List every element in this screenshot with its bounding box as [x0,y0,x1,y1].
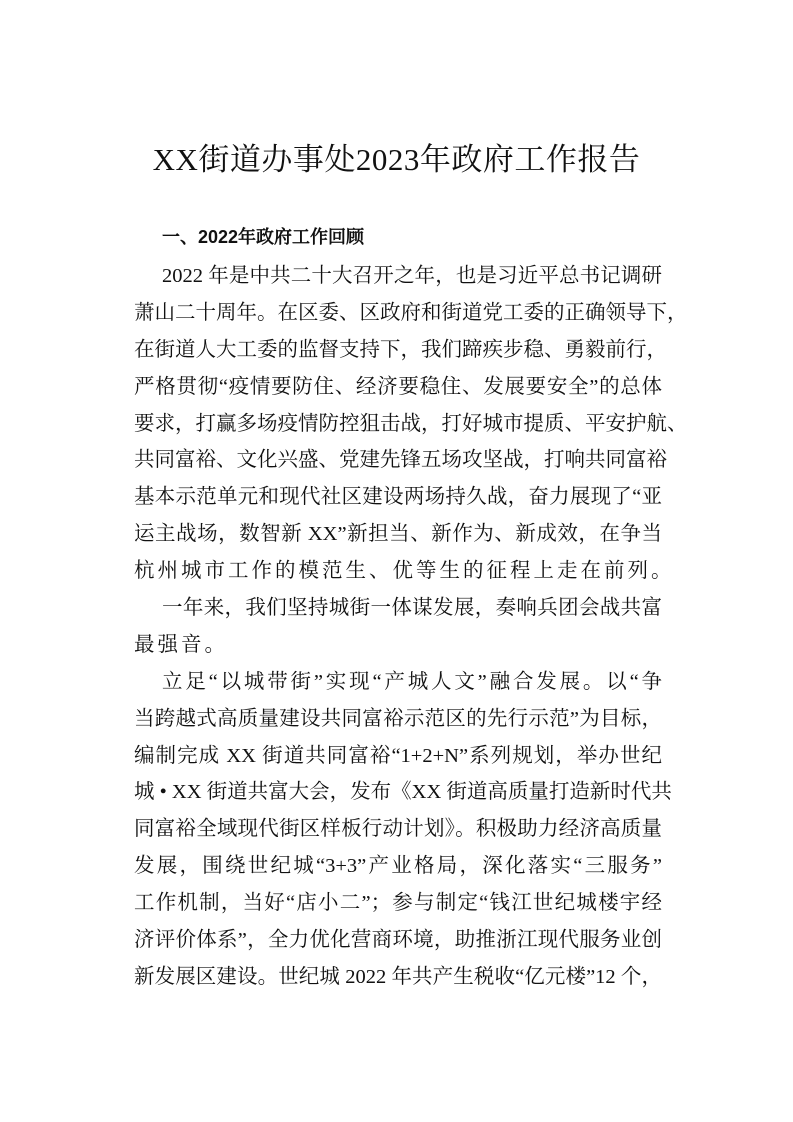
text-line: 新发展区建设。世纪城 2022 年共产生税收“亿元楼”12 个， [134,965,662,988]
text-line: 在街道人大工委的监督支持下，我们蹄疾步稳、勇毅前行， [134,338,667,361]
text-line: 济评价体系”，全力优化营商环境，助推浙江现代服务业创 [134,929,662,952]
text-line: 运主战场，数智新 XX”新担当、新作为、新成效，在争当 [134,523,662,546]
document-title: XX街道办事处2023年政府工作报告 [152,142,641,177]
text-line: 2022 年是中共二十大召开之年，也是习近平总书记调研 [162,265,662,287]
paragraph-2 [134,590,662,664]
text-line: 基本示范单元和现代社区建设两场持久战，奋力展现了“亚 [134,486,662,509]
text-line: 一年来，我们坚持城街一体谋发展，奏响兵团会战共富 [162,597,662,620]
document-body [134,258,688,996]
text-line: 当跨越式高质量建设共同富裕示范区的先行示范”为目标， [134,707,662,730]
text-line: 编制完成 XX 街道共同富裕“1+2+N”系列规划，举办世纪 [134,744,662,767]
text-line: 共同富裕、文化兴盛、党建先锋五场攻坚战，打响共同富裕 [134,449,667,472]
text-line: 严格贯彻“疫情要防住、经济要稳住、发展要安全”的总体 [134,375,662,398]
text-line: 杭州城市工作的模范生、优等生的征程上走在前列。 [134,560,675,583]
paragraph-3 [134,664,672,996]
text-line: 发展，围绕世纪城“3+3”产业格局，深化落实“三服务” [134,855,662,878]
text-line: 要求，打赢多场疫情防控狙击战，打好城市提质、平安护航、 [134,412,688,435]
text-line: 立足“以城带街”实现“产城人文”融合发展。以“争 [162,670,662,693]
text-line: 最强音。 [134,633,228,656]
text-line: 萧山二十周年。在区委、区政府和街道党工委的正确领导下， [134,301,688,324]
section-heading: 一、2022年政府工作回顾 [162,227,365,247]
text-line: 工作机制，当好“店小二”；参与制定“钱江世纪城楼宇经 [134,892,662,915]
text-line: 同富裕全域现代街区样板行动计划》。积极助力经济高质量 [134,818,662,841]
paragraph-1 [134,258,688,590]
text-line: 城 • XX 街道共富大会，发布《XX 街道高质量打造新时代共 [134,781,672,804]
